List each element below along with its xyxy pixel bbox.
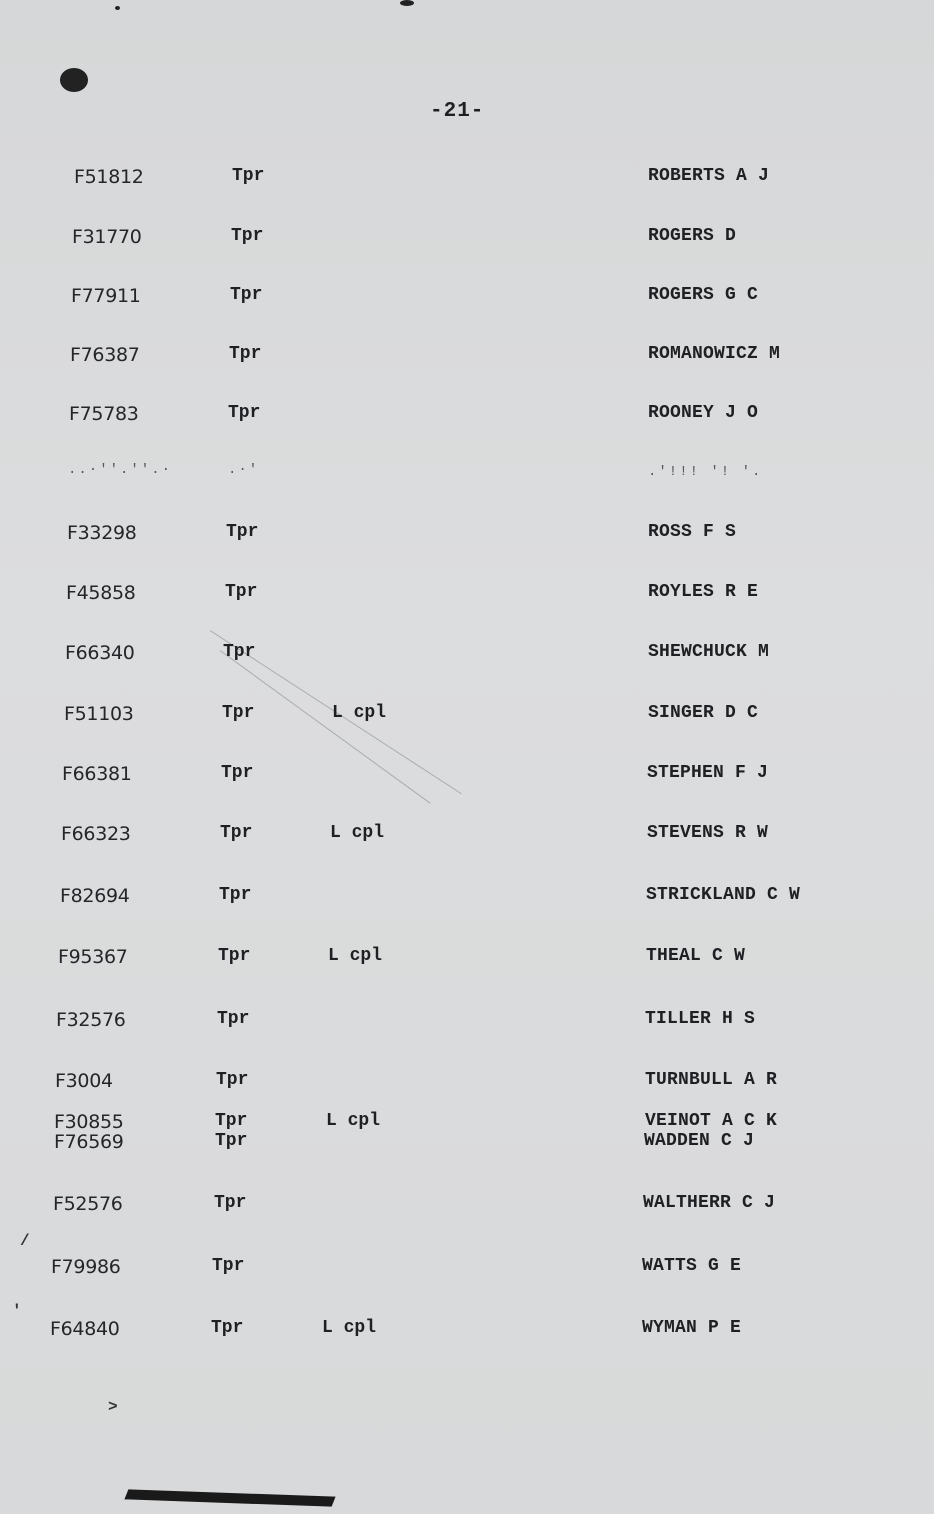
appointment: L cpl [322,1318,377,1338]
soldier-name: ROSS F S [648,522,737,542]
service-number: F77911 [71,285,141,307]
rank: Tpr [219,885,252,905]
rank: Tpr [221,763,254,783]
service-number: F64840 [50,1318,120,1340]
list-item [0,1193,934,1217]
faded-row-artifact: .'!!! '! '. [648,464,763,480]
rank: Tpr [215,1111,248,1131]
soldier-name: ROONEY J O [648,403,759,423]
pencil-tick: ' [12,1302,22,1320]
rank: Tpr [218,946,251,966]
rank: Tpr [226,522,259,542]
soldier-name: WALTHERR C J [643,1193,776,1213]
service-number: F51812 [74,166,144,188]
rank: Tpr [217,1009,250,1029]
rank: Tpr [230,285,263,305]
service-number: F33298 [67,522,137,544]
soldier-name: SHEWCHUCK M [648,642,770,662]
service-number: F95367 [58,946,128,968]
appointment: L cpl [328,946,383,966]
soldier-name: ROGERS G C [648,285,759,305]
rank: Tpr [222,703,255,723]
service-number: F79986 [51,1256,121,1278]
service-number: F82694 [60,885,130,907]
soldier-name: ROMANOWICZ M [648,344,781,364]
soldier-name: TILLER H S [645,1009,756,1029]
rank: Tpr [216,1070,249,1090]
soldier-name: ROBERTS A J [648,166,770,186]
list-item [0,226,934,250]
appointment: L cpl [326,1111,381,1131]
rank: Tpr [232,166,265,186]
soldier-name: WADDEN C J [644,1131,755,1151]
service-number: F66340 [65,642,135,664]
list-item [0,703,934,727]
rank: Tpr [212,1256,245,1276]
soldier-name: WYMAN P E [642,1318,742,1338]
ink-blot [60,68,88,92]
soldier-name: THEAL C W [646,946,746,966]
service-number: F66381 [62,763,132,785]
service-number: F31770 [72,226,142,248]
rank: Tpr [223,642,256,662]
soldier-name: STRICKLAND C W [646,885,801,905]
rank: Tpr [220,823,253,843]
rank: Tpr [215,1131,248,1151]
list-item [0,166,934,190]
list-item [0,344,934,368]
pencil-tick: / [20,1232,30,1250]
faded-row-artifact: ..·''.''.· [68,462,173,478]
list-item [0,642,934,666]
list-item [0,885,934,909]
service-number: F30855 [54,1111,124,1133]
service-number: F76387 [70,344,140,366]
soldier-name: ROGERS D [648,226,737,246]
rank: Tpr [225,582,258,602]
list-item [0,1318,934,1342]
service-number: F52576 [53,1193,123,1215]
appointment: L cpl [330,823,385,843]
rank: Tpr [229,344,262,364]
list-item [0,823,934,847]
page-number: -21- [430,100,485,123]
service-number: F3004 [55,1070,113,1092]
soldier-name: TURNBULL A R [645,1070,778,1090]
list-item [0,403,934,427]
soldier-name: STEVENS R W [647,823,769,843]
list-item [0,582,934,606]
faded-row-artifact: .·' [228,462,260,478]
soldier-name: ROYLES R E [648,582,759,602]
appointment: L cpl [332,703,387,723]
service-number: F32576 [56,1009,126,1031]
soldier-name: SINGER D C [648,703,759,723]
rank: Tpr [211,1318,244,1338]
soldier-name: VEINOT A C K [645,1111,778,1131]
list-item [0,1256,934,1280]
soldier-name: STEPHEN F J [647,763,769,783]
list-item [0,1131,934,1155]
list-item [0,285,934,309]
rank: Tpr [228,403,261,423]
rank: Tpr [214,1193,247,1213]
ink-smudge [124,1489,335,1506]
ink-speck [115,6,120,10]
soldier-name: WATTS G E [642,1256,742,1276]
rank: Tpr [231,226,264,246]
service-number: F51103 [64,703,134,725]
service-number: F45858 [66,582,136,604]
pencil-arrow: > [108,1398,118,1416]
ink-speck [400,0,414,6]
service-number: F75783 [69,403,139,425]
list-item [0,1070,934,1094]
list-item [0,946,934,970]
service-number: F66323 [61,823,131,845]
list-item [0,763,934,787]
service-number: F76569 [54,1131,124,1153]
list-item [0,1009,934,1033]
list-item [0,522,934,546]
